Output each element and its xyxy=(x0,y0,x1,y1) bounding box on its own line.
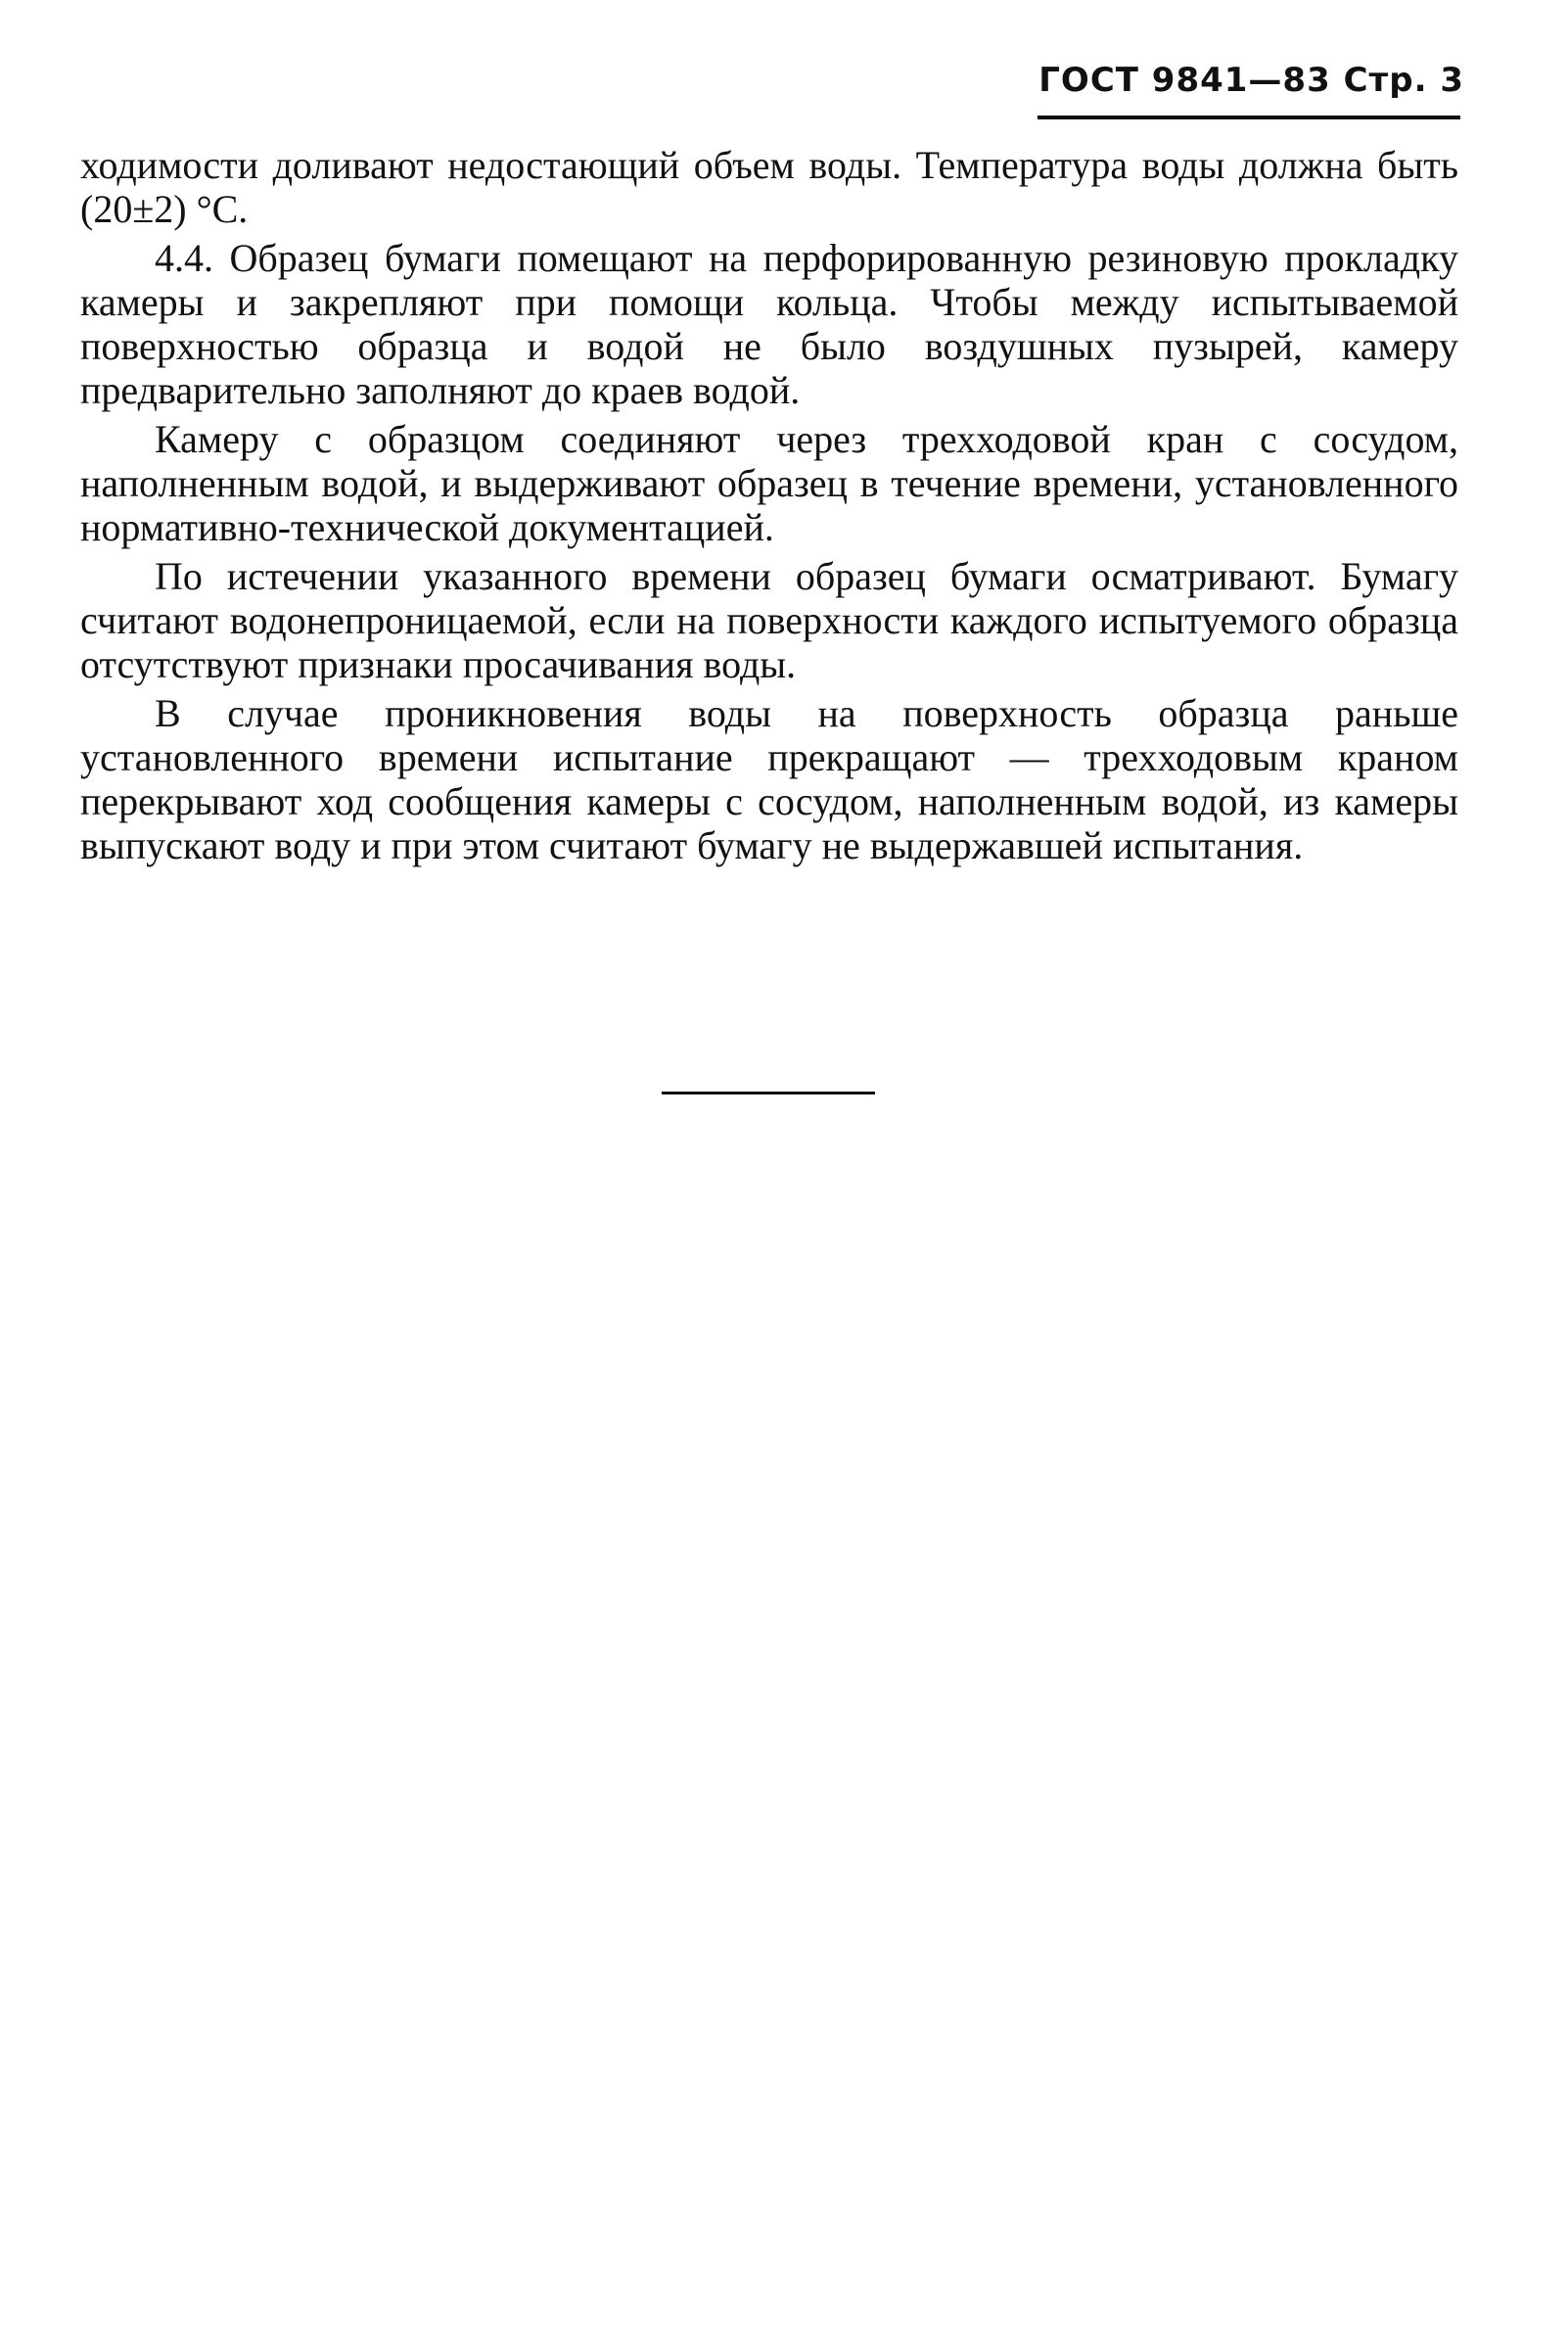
paragraph-chamber-connection: Камеру с образцом соединяют через трехходовой кран с сосудом, наполненным водой, и выдерживают образец в течение времени, установленного нормативно-технической документацией. xyxy=(80,417,1458,549)
page-header: ГОСТ 9841—83 Стр. 3 xyxy=(1038,61,1464,100)
paragraph-4-4: 4.4. Образец бумаги помещают на перфорированную резиновую прокладку камеры и закрепляют при помощи кольца. Чтобы между испытываемой поверхностью образца и водой не было воздушных пузырей, камеру предварительно заполняют до краев водой. xyxy=(80,236,1458,412)
document-body xyxy=(80,143,1458,872)
paragraph-inspection: По истечении указанного времени образец бумаги осматривают. Бумагу считают водонепроницаемой, если на поверхности каждого испытуемого образца отсутствуют признаки просачивания воды. xyxy=(80,554,1458,686)
end-rule xyxy=(662,1092,875,1095)
paragraph-continuation: ходимости доливают недостающий объем воды. Температура воды должна быть (20±2) °С. xyxy=(80,143,1458,231)
header-rule xyxy=(1038,116,1460,119)
paragraph-early-penetration: В случае проникновения воды на поверхность образца раньше установленного времени испытание прекращают — трехходовым краном перекрывают ход сообщения камеры с сосудом, наполненным водой, из камеры выпускают воду и при этом считают бумагу не выдержавшей испытания. xyxy=(80,691,1458,867)
